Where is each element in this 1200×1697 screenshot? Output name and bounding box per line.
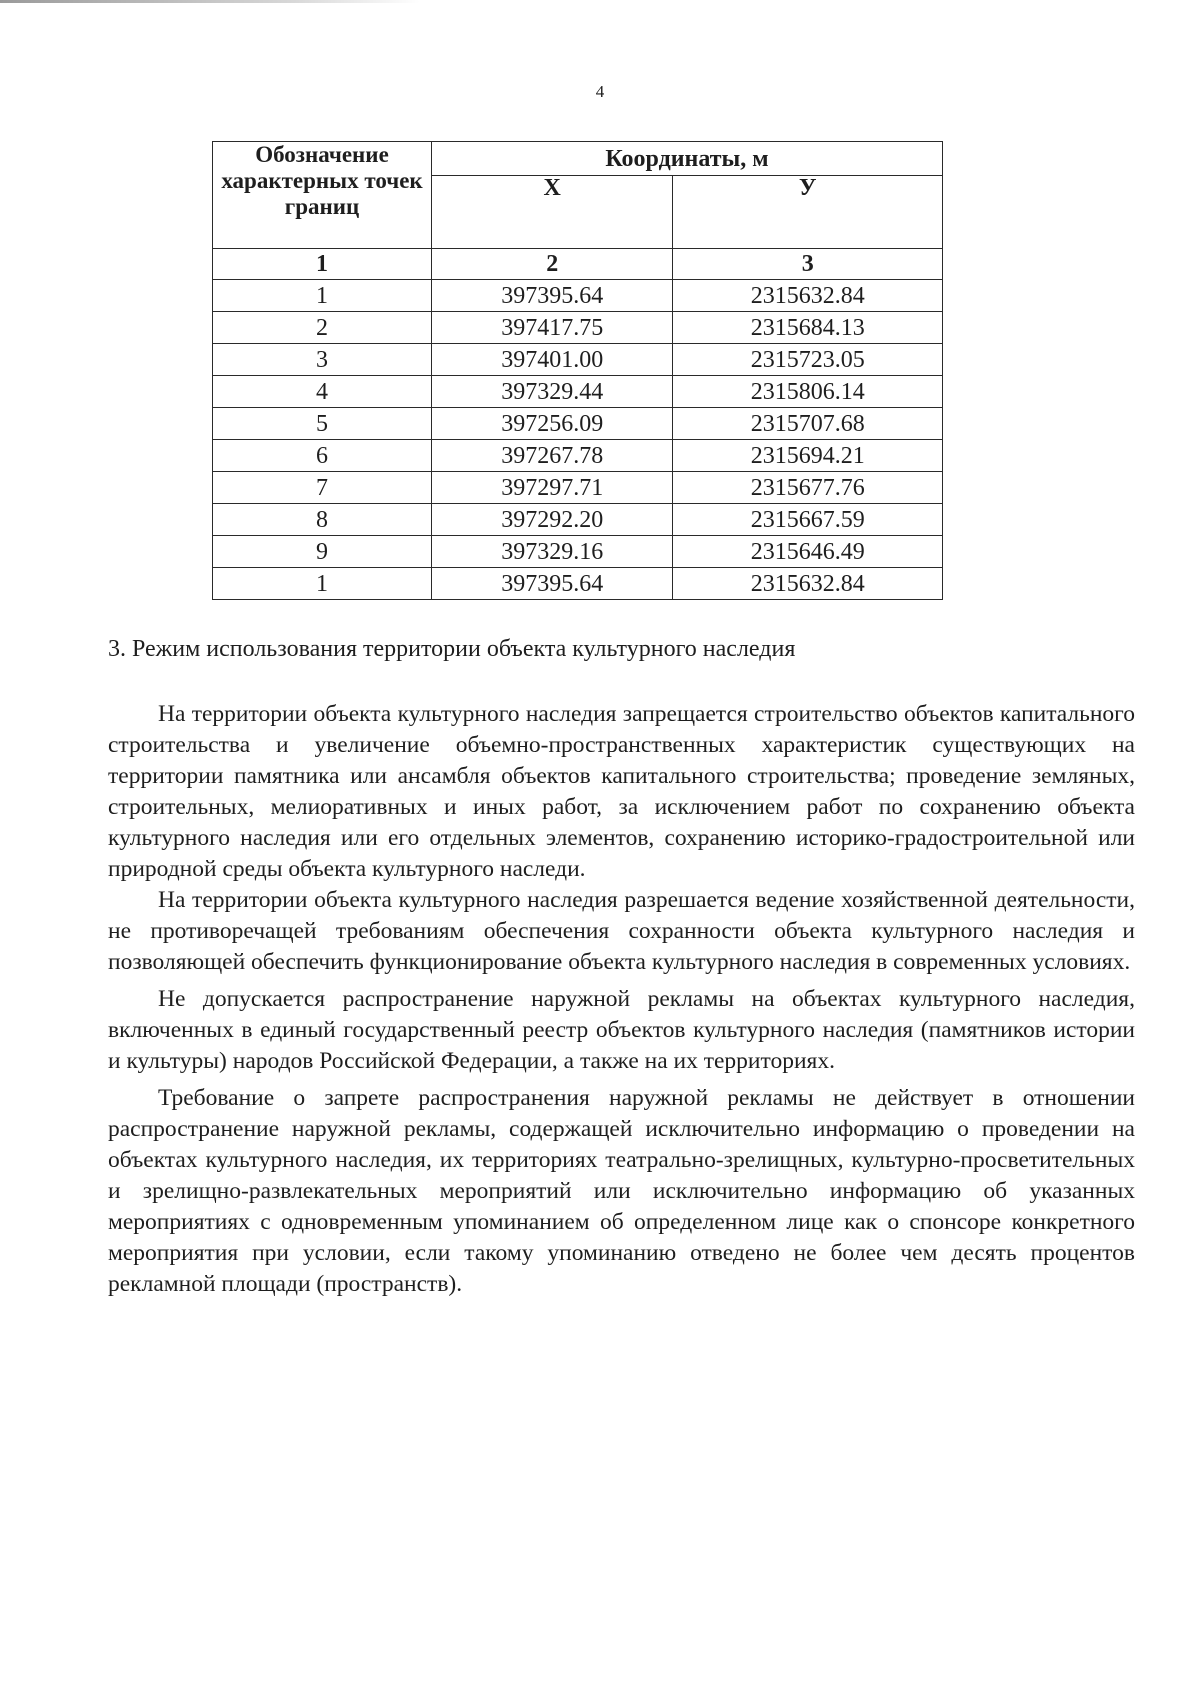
- y-cell: 2315632.84: [673, 280, 943, 312]
- header-point-designation: Обозначение характерных точек границ: [213, 142, 432, 249]
- table-row: [213, 312, 943, 344]
- table-row: [213, 568, 943, 600]
- point-cell: 4: [213, 376, 432, 408]
- paragraph-construction-ban: На территории объекта культурного наследия запрещается строительство объектов капитального строительства и увеличение объемно-пространственных характеристик существующих на территории памятника или ансамбля объектов капитального строительства; проведение земляных, строительных, мелиоративных и иных работ, за исключением работ по сохранению объекта культурного наследия или его отдельных элементов, сохранению историко-градостроительной или природной среды объекта культурного наследи.: [108, 701, 1135, 882]
- header-coordinates: Координаты, м: [432, 142, 943, 176]
- paragraph-permitted-activity: На территории объекта культурного наследия разрешается ведение хозяйственной деятельности, не противоречащей требованиям обеспечения сохранности объекта культурного наследия и позволяющей обеспечить функционирование объекта культурного наследия в современных условиях.: [108, 887, 1135, 975]
- table-row: [213, 376, 943, 408]
- section-title: 3. Режим использования территории объекта культурного наследия: [108, 636, 796, 662]
- table-row: [213, 472, 943, 504]
- point-cell: 1: [213, 568, 432, 600]
- y-cell: 2315723.05: [673, 344, 943, 376]
- y-cell: 2315632.84: [673, 568, 943, 600]
- y-cell: 2315667.59: [673, 504, 943, 536]
- y-cell: 2315694.21: [673, 440, 943, 472]
- x-cell: 397395.64: [432, 280, 673, 312]
- page-number: 4: [595, 82, 605, 101]
- column-number-3: 3: [673, 249, 943, 280]
- x-cell: 397297.71: [432, 472, 673, 504]
- x-cell: 397329.44: [432, 376, 673, 408]
- column-number-1: 1: [213, 249, 432, 280]
- point-cell: 8: [213, 504, 432, 536]
- x-cell: 397417.75: [432, 312, 673, 344]
- table-row: [213, 536, 943, 568]
- y-cell: 2315677.76: [673, 472, 943, 504]
- table-row: [213, 504, 943, 536]
- point-cell: 9: [213, 536, 432, 568]
- point-cell: 7: [213, 472, 432, 504]
- table-row: [213, 440, 943, 472]
- point-cell: 3: [213, 344, 432, 376]
- point-cell: 6: [213, 440, 432, 472]
- section-body: [108, 699, 1135, 1300]
- header-x: X: [432, 176, 673, 249]
- table-row: [213, 280, 943, 312]
- header-y: У: [673, 176, 943, 249]
- x-cell: 397256.09: [432, 408, 673, 440]
- y-cell: 2315707.68: [673, 408, 943, 440]
- y-cell: 2315684.13: [673, 312, 943, 344]
- column-number-2: 2: [432, 249, 673, 280]
- scan-edge-artifact: [0, 0, 420, 3]
- coordinates-table: [212, 141, 943, 600]
- paragraph-advertising-ban: Не допускается распространение наружной рекламы на объектах культурного наследия, включенных в единый государственный реестр объектов культурного наследия (памятников истории и культуры) народов Российской Федерации, а также на их территориях.: [108, 986, 1135, 1074]
- point-cell: 2: [213, 312, 432, 344]
- x-cell: 397292.20: [432, 504, 673, 536]
- table-row: [213, 344, 943, 376]
- table-row: [213, 408, 943, 440]
- y-cell: 2315646.49: [673, 536, 943, 568]
- paragraph-advertising-exception: Требование о запрете распространения наружной рекламы не действует в отношении распространение наружной рекламы, содержащей исключительно информацию о проведении на объектах культурного наследия, их территориях театрально-зрелищных, культурно-просветительных и зрелищно-развлекательных мероприятий или исключительно информацию об указанных мероприятиях с одновременным упоминанием об определенном лице как о спонсоре конкретного мероприятия при условии, если такому упоминанию отведено не более чем десять процентов рекламной площади (пространств).: [108, 1085, 1135, 1297]
- y-cell: 2315806.14: [673, 376, 943, 408]
- x-cell: 397395.64: [432, 568, 673, 600]
- x-cell: 397267.78: [432, 440, 673, 472]
- x-cell: 397329.16: [432, 536, 673, 568]
- point-cell: 1: [213, 280, 432, 312]
- x-cell: 397401.00: [432, 344, 673, 376]
- point-cell: 5: [213, 408, 432, 440]
